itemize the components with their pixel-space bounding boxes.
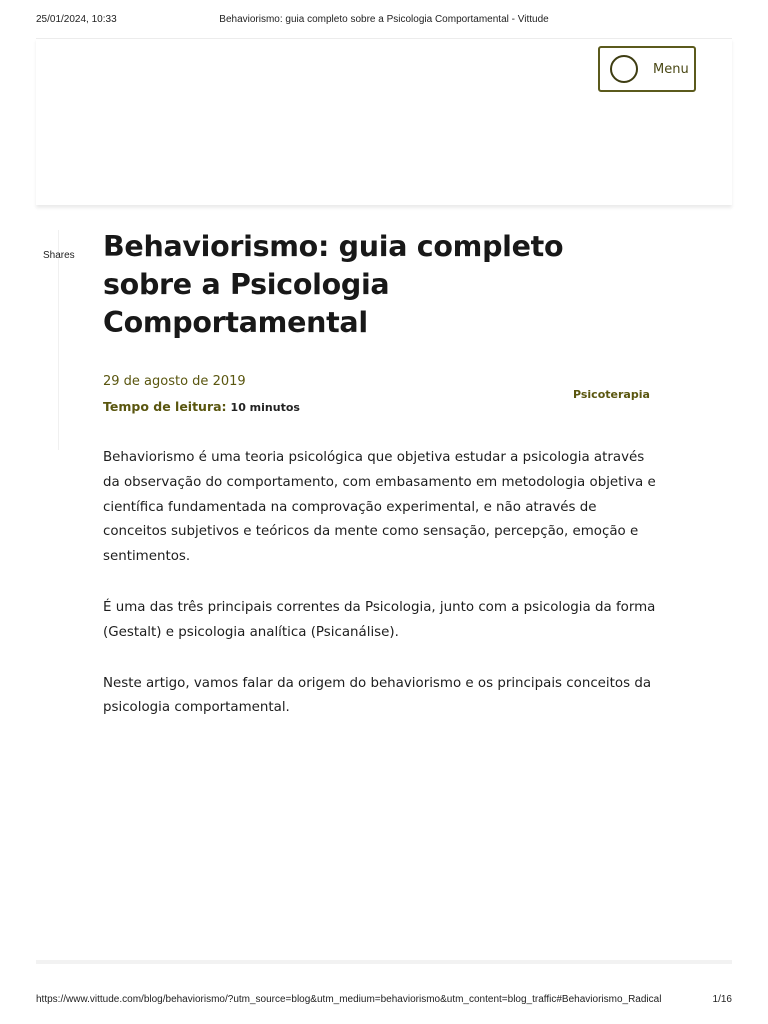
site-header (36, 38, 732, 205)
publish-date: 29 de agosto de 2019 (103, 374, 246, 389)
print-footer (36, 994, 732, 1010)
share-bar-divider (58, 230, 59, 450)
reading-time (103, 399, 300, 414)
print-header (36, 14, 732, 30)
article-paragraph: É uma das três principais correntes da Psicologia, junto com a psicologia da forma (Gestalt) e psicologia analítica (Psicanálise). (103, 599, 656, 640)
print-datetime: 25/01/2024, 10:33 (36, 14, 117, 25)
print-url: https://www.vittude.com/blog/behaviorismo/?utm_source=blog&utm_medium=behaviorismo&utm_content=blog_traffic#Behaviorismo_Radical (36, 994, 662, 1005)
article-paragraph: Behaviorismo é uma teoria psicológica que objetiva estudar a psicologia através da observação do comportamento, com embasamento em metodologia objetiva e científica fundamentada na comprovação experimental, e não através de conceitos subjetivos e teóricos da mente como sensação, percepção, emoção e sentimentos. (103, 450, 656, 565)
print-doc-title: Behaviorismo: guia completo sobre a Psicologia Comportamental - Vittude (219, 14, 549, 25)
article-paragraph: Neste artigo, vamos falar da origem do behaviorismo e os principais conceitos da psicologia comportamental. (103, 675, 652, 716)
reading-time-value: 10 minutos (230, 401, 300, 414)
print-page-number: 1/16 (712, 994, 732, 1005)
bottom-divider (36, 960, 732, 964)
article-body (103, 446, 663, 747)
category-link[interactable]: Psicoterapia (573, 388, 650, 401)
shares-label: Shares (43, 250, 75, 261)
menu-label: Menu (653, 61, 689, 77)
page-title: Behaviorismo: guia completo sobre a Psicologia Comportamental (103, 230, 564, 339)
reading-time-label: Tempo de leitura: (103, 399, 227, 414)
menu-circle-icon (610, 55, 638, 83)
menu-button[interactable] (598, 46, 696, 92)
